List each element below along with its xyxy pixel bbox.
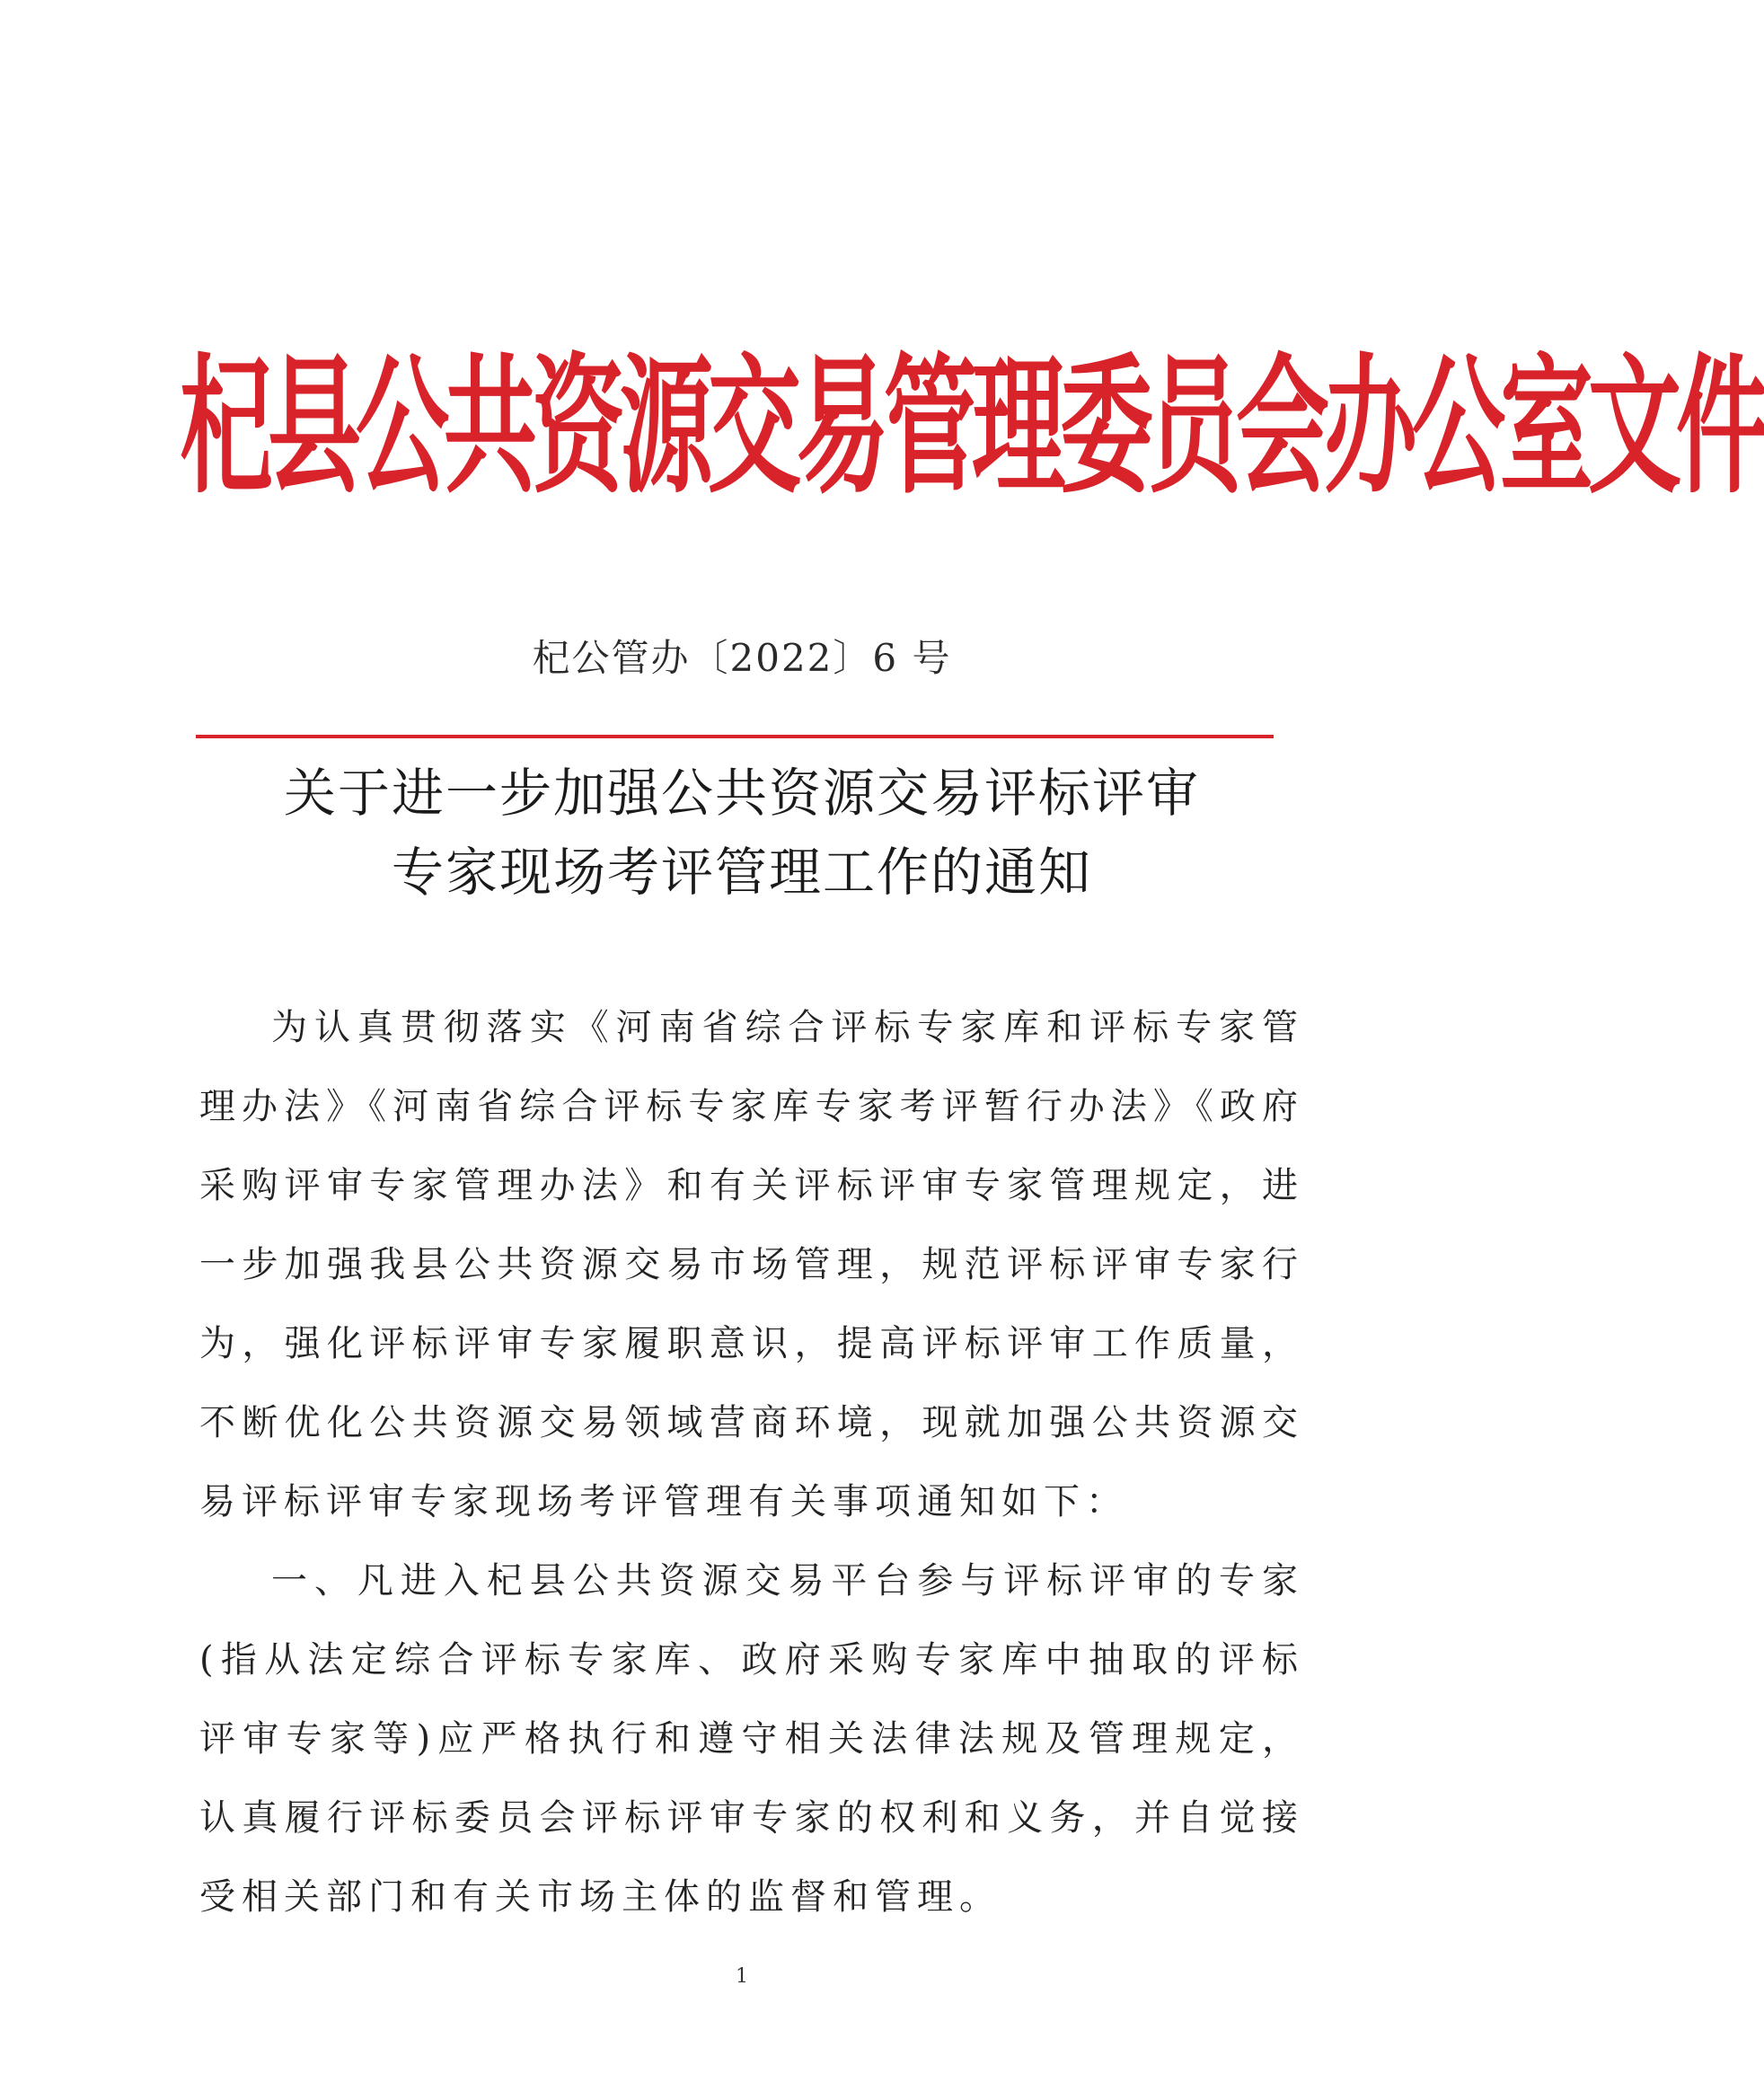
masthead-title: 杞县公共资源交易管理委员会办公室文件 — [180, 337, 1764, 515]
document-body — [199, 988, 1304, 1937]
red-divider — [196, 735, 1274, 738]
page-number: 1 — [736, 1965, 748, 1988]
body-paragraph-2: 一、凡进入杞县公共资源交易平台参与评标评审的专家(指从法定综合评标专家库、政府采购专家库中抽取的评标评审专家等)应严格执行和遵守相关法律法规及管理规定，认真履行评标委员会评标评审专家的权利和义务，并自觉接受相关部门和有关市场主体的监督和管理。 — [199, 1560, 1304, 1918]
notice-title-line-2: 专家现场考评管理工作的通知 — [391, 842, 1092, 903]
document-number: 杞公管办〔2022〕6 号 — [532, 636, 952, 680]
body-paragraph-1: 为认真贯彻落实《河南省综合评标专家库和评标专家管理办法》《河南省综合评标专家库专家考评暂行办法》《政府采购评审专家管理办法》和有关评标评审专家管理规定，进一步加强我县公共资源交易市场管理，规范评标评审专家行为，强化评标评审专家履职意识，提高评标评审工作质量，不断优化公共资源交易领域营商环境，现就加强公共资源交易评标评审专家现场考评管理有关事项通知如下： — [199, 1007, 1304, 1522]
notice-title-line-1: 关于进一步加强公共资源交易评标评审 — [283, 763, 1200, 824]
